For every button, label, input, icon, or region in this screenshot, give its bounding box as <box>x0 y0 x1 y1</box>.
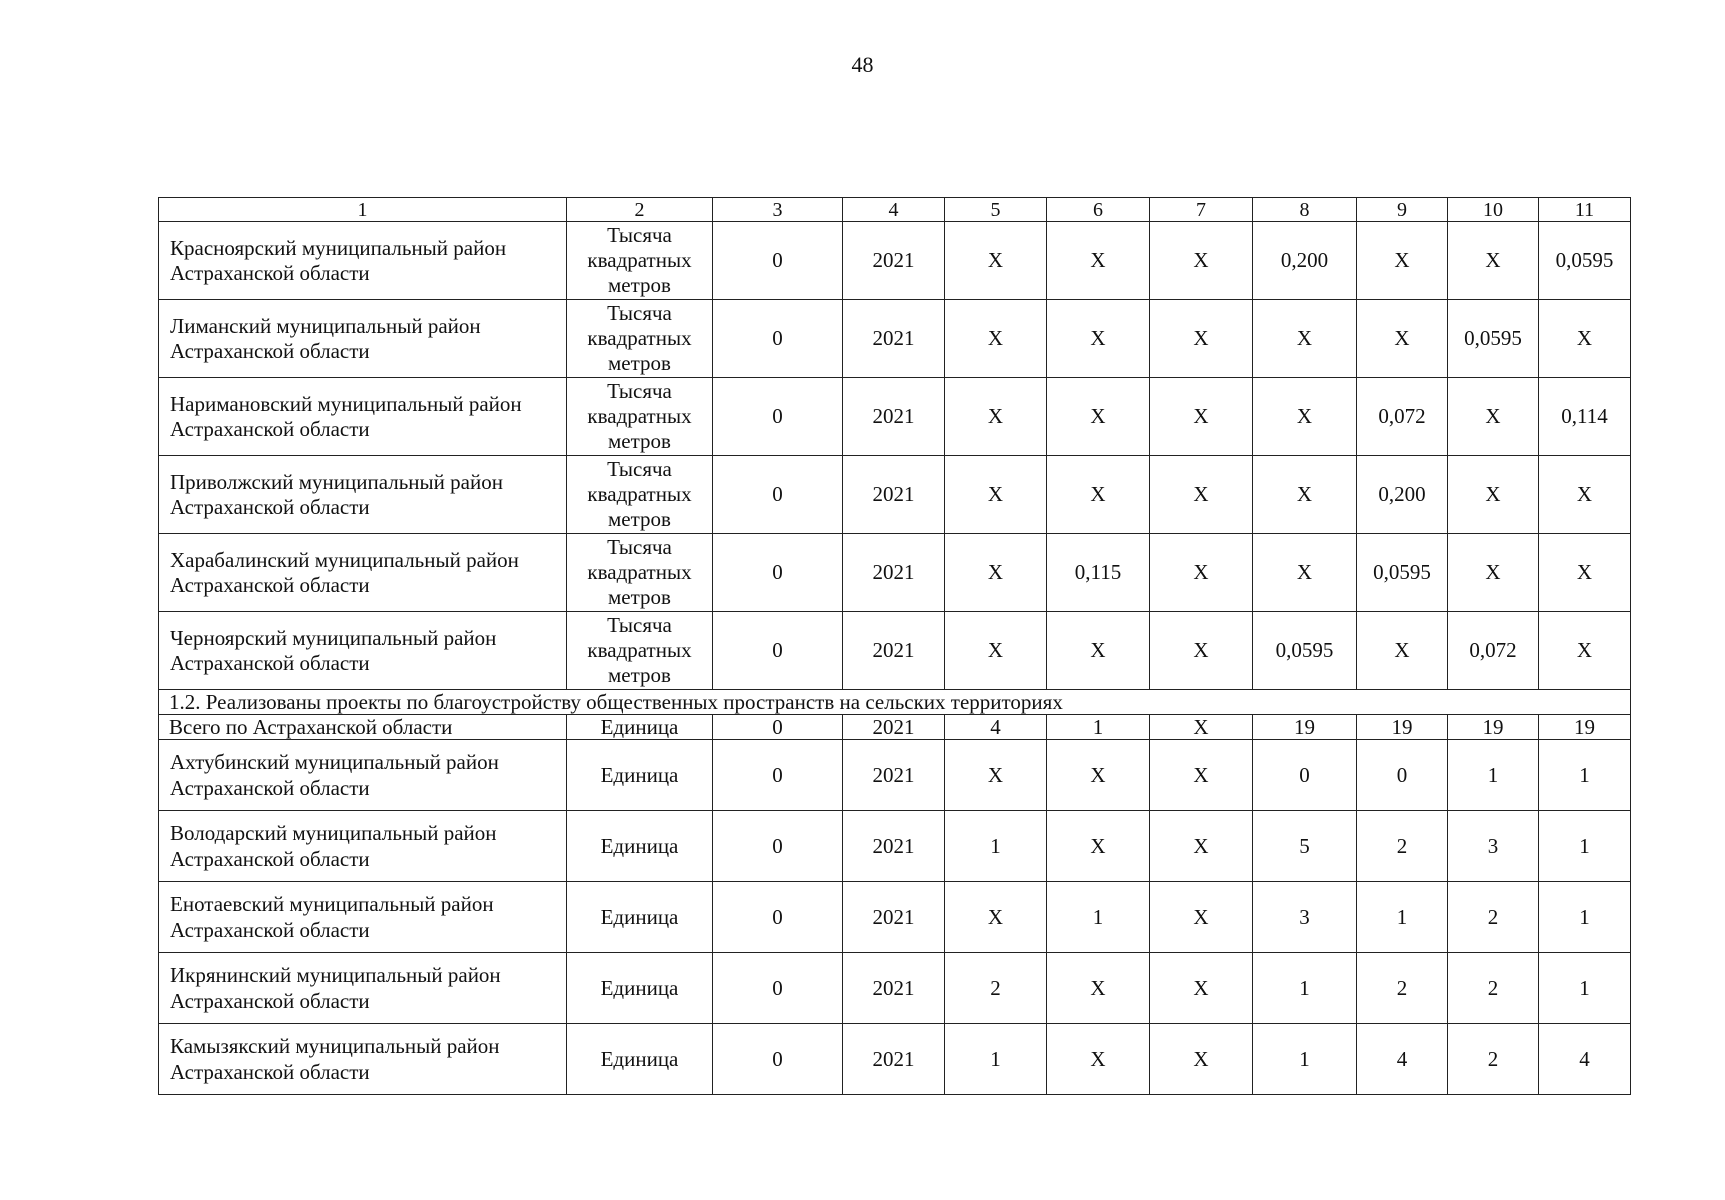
section-row <box>159 690 1631 715</box>
value-cell: 1 <box>1253 953 1357 1024</box>
value-cell: 0 <box>713 715 843 740</box>
value-cell: Х <box>1047 378 1150 456</box>
value-cell: 1 <box>1357 882 1448 953</box>
value-cell: Х <box>1047 953 1150 1024</box>
district-name-cell <box>159 953 567 1024</box>
unit-cell: Единица <box>567 882 713 953</box>
district-name-cell <box>159 222 567 300</box>
value-cell: Х <box>1047 300 1150 378</box>
value-cell: 0,115 <box>1047 534 1150 612</box>
district-name-cell <box>159 740 567 811</box>
district-name-line: Астраханской области <box>170 989 370 1013</box>
unit-cell: Единица <box>567 740 713 811</box>
value-cell: 0 <box>713 534 843 612</box>
district-name-cell <box>159 612 567 690</box>
district-name-line: Астраханской области <box>170 847 370 871</box>
unit-cell <box>567 300 713 378</box>
table-row <box>159 222 1631 300</box>
table-row <box>159 882 1631 953</box>
value-cell: Х <box>1150 715 1253 740</box>
value-cell: 0 <box>713 882 843 953</box>
value-cell: 19 <box>1357 715 1448 740</box>
value-cell: Х <box>945 456 1047 534</box>
value-cell: 0,200 <box>1357 456 1448 534</box>
value-cell: 2021 <box>843 811 945 882</box>
value-cell: 3 <box>1448 811 1539 882</box>
unit-line: метров <box>608 351 671 375</box>
value-cell: 5 <box>1253 811 1357 882</box>
value-cell: 4 <box>1539 1024 1631 1095</box>
value-cell: Х <box>1357 612 1448 690</box>
value-cell: 0,0595 <box>1448 300 1539 378</box>
value-cell: Х <box>1539 534 1631 612</box>
district-name-line: Лиманский муниципальный район <box>170 313 481 338</box>
value-cell: 2021 <box>843 300 945 378</box>
value-cell: 19 <box>1539 715 1631 740</box>
unit-line: метров <box>608 507 671 531</box>
table-row <box>159 811 1631 882</box>
value-cell: 0 <box>713 811 843 882</box>
value-cell: Х <box>1047 222 1150 300</box>
value-cell: 2021 <box>843 612 945 690</box>
column-number: 9 <box>1357 198 1448 222</box>
district-name-line: Астраханской области <box>170 260 370 285</box>
value-cell: 0,072 <box>1448 612 1539 690</box>
value-cell: 2021 <box>843 715 945 740</box>
value-cell: 2021 <box>843 953 945 1024</box>
value-cell: Х <box>1150 811 1253 882</box>
value-cell: 4 <box>945 715 1047 740</box>
value-cell: Х <box>1448 534 1539 612</box>
value-cell: 0 <box>713 222 843 300</box>
unit-cell: Единица <box>567 1024 713 1095</box>
district-name-line: Камызякский муниципальный район <box>170 1034 500 1058</box>
district-name-line: Астраханской области <box>170 918 370 942</box>
unit-cell <box>567 612 713 690</box>
column-number: 11 <box>1539 198 1631 222</box>
unit-line: Тысяча <box>607 379 672 403</box>
district-name-line: Икрянинский муниципальный район <box>170 963 501 987</box>
value-cell: 1 <box>1539 740 1631 811</box>
table-row <box>159 612 1631 690</box>
section-title: 1.2. Реализованы проекты по благоустройству общественных пространств на сельских территориях <box>159 690 1631 715</box>
district-name-line: Красноярский муниципальный район <box>170 235 507 260</box>
value-cell: Х <box>1150 953 1253 1024</box>
value-cell: Х <box>1448 222 1539 300</box>
unit-line: квадратных <box>587 404 692 428</box>
unit-cell: Единица <box>567 953 713 1024</box>
unit-line: метров <box>608 273 671 297</box>
value-cell: 2021 <box>843 222 945 300</box>
value-cell: 1 <box>1047 882 1150 953</box>
value-cell: 2 <box>945 953 1047 1024</box>
value-cell: 0,0595 <box>1539 222 1631 300</box>
district-name-line: Астраханской области <box>170 416 370 441</box>
value-cell: 1 <box>945 811 1047 882</box>
value-cell: Х <box>945 612 1047 690</box>
unit-cell <box>567 222 713 300</box>
value-cell: Х <box>1047 612 1150 690</box>
unit-line: квадратных <box>587 638 692 662</box>
value-cell: 3 <box>1253 882 1357 953</box>
value-cell: 2021 <box>843 740 945 811</box>
value-cell: Х <box>1150 612 1253 690</box>
value-cell: Х <box>1047 456 1150 534</box>
column-number: 7 <box>1150 198 1253 222</box>
value-cell: Х <box>1539 300 1631 378</box>
column-number: 3 <box>713 198 843 222</box>
district-name-line: Астраханской области <box>170 650 370 675</box>
value-cell: Х <box>1150 1024 1253 1095</box>
value-cell: Х <box>1150 882 1253 953</box>
value-cell: Х <box>945 740 1047 811</box>
value-cell: 0,114 <box>1539 378 1631 456</box>
value-cell: Х <box>1253 300 1357 378</box>
district-name-cell <box>159 378 567 456</box>
value-cell: 1 <box>1448 740 1539 811</box>
value-cell: Х <box>945 534 1047 612</box>
unit-line: метров <box>608 585 671 609</box>
district-name-cell <box>159 882 567 953</box>
district-name-line: Черноярский муниципальный район <box>170 625 497 650</box>
value-cell: 1 <box>1539 811 1631 882</box>
value-cell: 19 <box>1253 715 1357 740</box>
table-row <box>159 456 1631 534</box>
value-cell: 0,200 <box>1253 222 1357 300</box>
value-cell: 0 <box>1357 740 1448 811</box>
unit-line: квадратных <box>587 248 692 272</box>
table-row <box>159 1024 1631 1095</box>
district-name-cell <box>159 1024 567 1095</box>
value-cell: Х <box>1253 378 1357 456</box>
value-cell: 1 <box>1047 715 1150 740</box>
district-name-line: Харабалинский муниципальный район <box>170 547 519 572</box>
value-cell: 0 <box>713 740 843 811</box>
unit-line: метров <box>608 663 671 687</box>
table-row <box>159 300 1631 378</box>
district-name-line: Ахтубинский муниципальный район <box>170 750 499 774</box>
value-cell: 0,072 <box>1357 378 1448 456</box>
district-name-line: Астраханской области <box>170 572 370 597</box>
unit-cell <box>567 534 713 612</box>
column-number-row <box>159 198 1631 222</box>
value-cell: 2021 <box>843 882 945 953</box>
value-cell: Х <box>1150 740 1253 811</box>
district-name-cell <box>159 300 567 378</box>
value-cell: Х <box>1539 612 1631 690</box>
column-number: 6 <box>1047 198 1150 222</box>
value-cell: 0 <box>713 953 843 1024</box>
table-row <box>159 953 1631 1024</box>
value-cell: 2 <box>1357 953 1448 1024</box>
unit-line: Тысяча <box>607 301 672 325</box>
value-cell: 1 <box>945 1024 1047 1095</box>
column-number: 2 <box>567 198 713 222</box>
district-name-cell <box>159 811 567 882</box>
value-cell: 2021 <box>843 456 945 534</box>
value-cell: 0 <box>713 612 843 690</box>
column-number: 1 <box>159 198 567 222</box>
value-cell: Х <box>1253 456 1357 534</box>
value-cell: 2 <box>1448 1024 1539 1095</box>
value-cell: Х <box>1150 222 1253 300</box>
unit-line: Тысяча <box>607 613 672 637</box>
value-cell: 2021 <box>843 1024 945 1095</box>
value-cell: 2 <box>1357 811 1448 882</box>
district-name-line: Володарский муниципальный район <box>170 821 497 845</box>
district-name-line: Астраханской области <box>170 776 370 800</box>
value-cell: 1 <box>1539 882 1631 953</box>
unit-line: квадратных <box>587 560 692 584</box>
value-cell: 2 <box>1448 882 1539 953</box>
unit-cell <box>567 378 713 456</box>
value-cell: Х <box>1047 740 1150 811</box>
district-name-line: Астраханской области <box>170 494 370 519</box>
unit-line: метров <box>608 429 671 453</box>
value-cell: Х <box>1150 300 1253 378</box>
value-cell: Х <box>1150 378 1253 456</box>
district-name-line: Астраханской области <box>170 1060 370 1084</box>
value-cell: 0 <box>713 378 843 456</box>
column-number: 8 <box>1253 198 1357 222</box>
district-name-cell <box>159 456 567 534</box>
total-row <box>159 715 1631 740</box>
unit-cell: Единица <box>567 715 713 740</box>
value-cell: 19 <box>1448 715 1539 740</box>
district-name-cell <box>159 534 567 612</box>
district-name-line: Приволжский муниципальный район <box>170 469 503 494</box>
value-cell: 0,0595 <box>1357 534 1448 612</box>
value-cell: Х <box>1253 534 1357 612</box>
unit-cell <box>567 456 713 534</box>
value-cell: 0 <box>713 300 843 378</box>
column-number: 4 <box>843 198 945 222</box>
value-cell: Х <box>1539 456 1631 534</box>
value-cell: 4 <box>1357 1024 1448 1095</box>
column-number: 5 <box>945 198 1047 222</box>
table-row <box>159 378 1631 456</box>
unit-line: квадратных <box>587 326 692 350</box>
unit-line: Тысяча <box>607 535 672 559</box>
indicators-table <box>158 197 1631 1095</box>
district-name-line: Енотаевский муниципальный район <box>170 892 494 916</box>
value-cell: Х <box>1448 456 1539 534</box>
value-cell: 2021 <box>843 378 945 456</box>
unit-line: Тысяча <box>607 457 672 481</box>
total-name: Всего по Астраханской области <box>159 715 567 740</box>
district-name-line: Наримановский муниципальный район <box>170 391 522 416</box>
unit-cell: Единица <box>567 811 713 882</box>
value-cell: 1 <box>1253 1024 1357 1095</box>
table-row <box>159 740 1631 811</box>
column-number: 10 <box>1448 198 1539 222</box>
table-row <box>159 534 1631 612</box>
unit-line: квадратных <box>587 482 692 506</box>
value-cell: Х <box>1448 378 1539 456</box>
unit-line: Тысяча <box>607 223 672 247</box>
value-cell: Х <box>1047 811 1150 882</box>
value-cell: 0,0595 <box>1253 612 1357 690</box>
value-cell: Х <box>1150 534 1253 612</box>
value-cell: Х <box>945 882 1047 953</box>
district-name-line: Астраханской области <box>170 338 370 363</box>
value-cell: 0 <box>713 1024 843 1095</box>
value-cell: Х <box>1357 300 1448 378</box>
value-cell: Х <box>945 222 1047 300</box>
page-number: 48 <box>851 52 874 77</box>
value-cell: 0 <box>1253 740 1357 811</box>
value-cell: 1 <box>1539 953 1631 1024</box>
value-cell: Х <box>945 300 1047 378</box>
value-cell: Х <box>1357 222 1448 300</box>
value-cell: Х <box>1150 456 1253 534</box>
value-cell: 2 <box>1448 953 1539 1024</box>
value-cell: 0 <box>713 456 843 534</box>
value-cell: 2021 <box>843 534 945 612</box>
value-cell: Х <box>1047 1024 1150 1095</box>
value-cell: Х <box>945 378 1047 456</box>
